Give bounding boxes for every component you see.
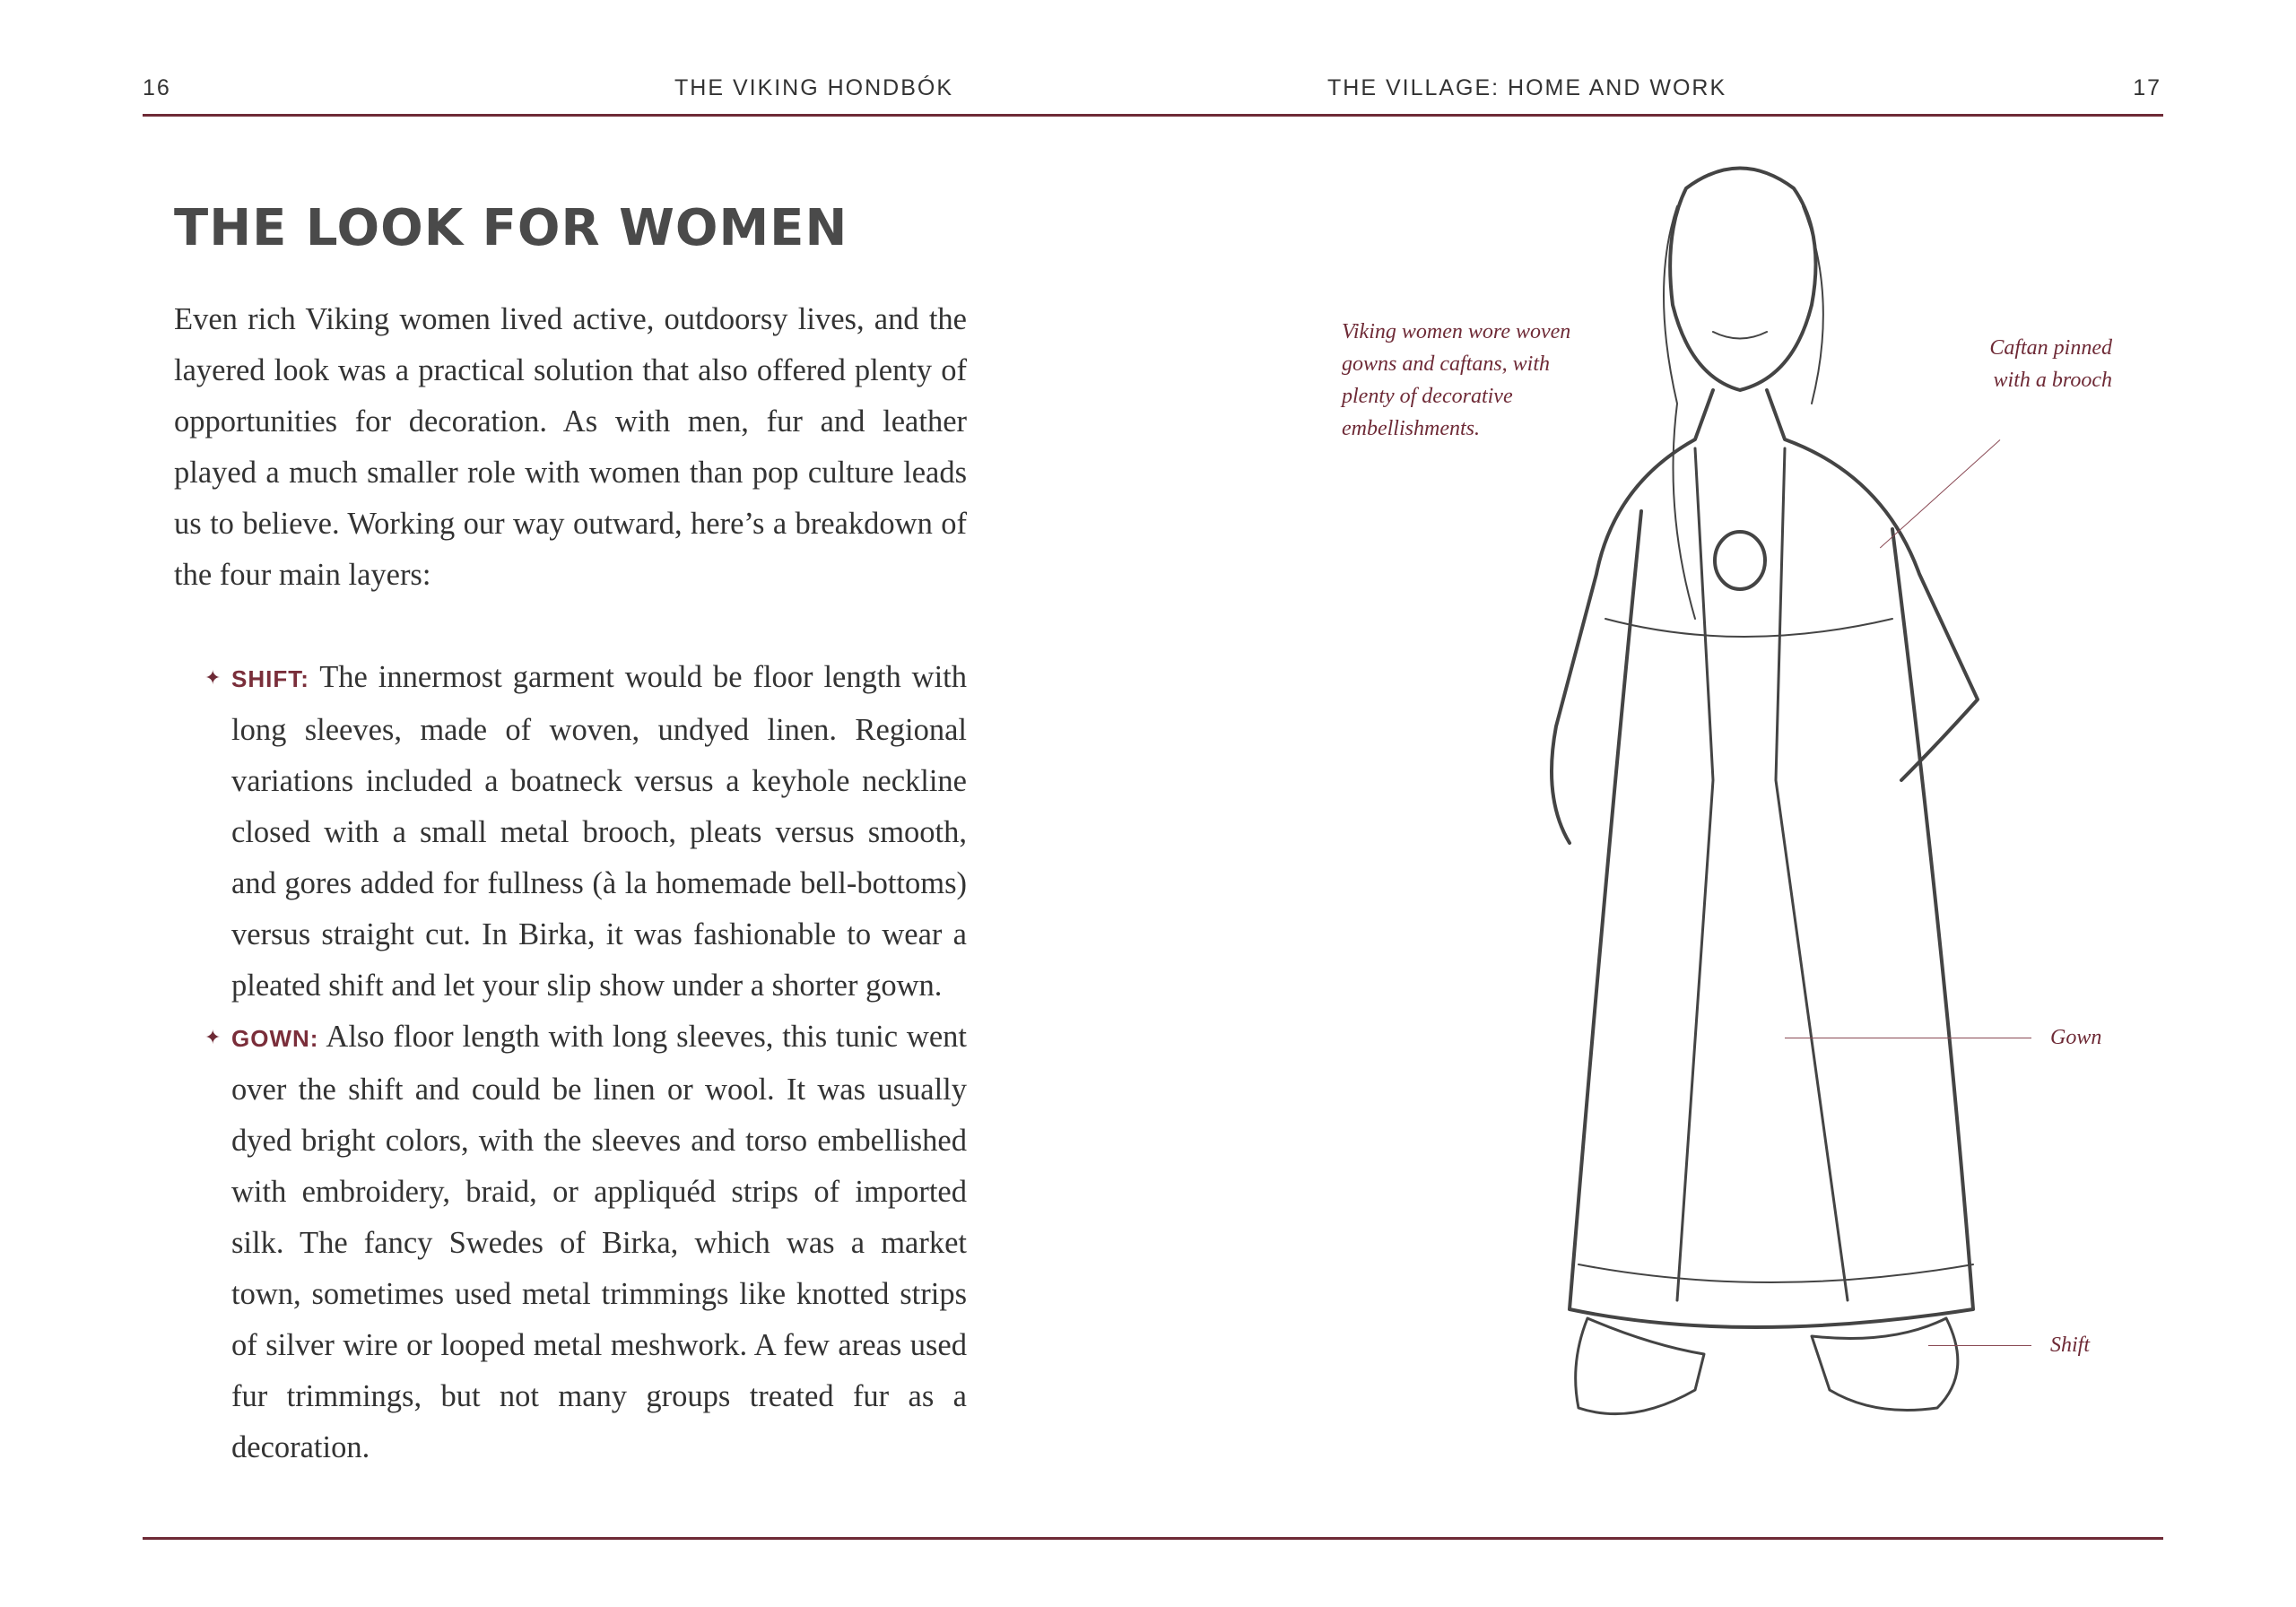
page-title: THE LOOK FOR WOMEN [174,199,848,257]
list-item-shift [174,652,967,1012]
callout-caftan: Caftan pinned with a brooch [1989,336,2112,392]
right-running-title: THE VILLAGE: HOME AND WORK [1327,75,1727,100]
bullet-label: SHIFT: [231,665,309,692]
callout-gown: Gown [2050,1026,2102,1049]
footer-rule [143,1537,2163,1540]
right-page-number: 17 [2133,75,2161,100]
left-page-number: 16 [143,75,171,100]
callout-shift: Shift [2050,1333,2091,1357]
header-rule [143,114,2163,117]
intro-paragraph: Even rich Viking women lived active, outdoorsy lives, and the layered look was a practical solution that also offered plenty of opportunities for decoration. As with men, fur and leather played a much smaller role with women than pop culture leads us to believe. Working our way outward, here’s a breakdown of the four main layers: [174,302,967,592]
illustration-caption: Viking women wore woven gowns and caftans, with plenty of decorative embellishments. [1342,320,1571,440]
list-item-gown [174,1012,967,1473]
bullet-label: GOWN: [231,1025,319,1052]
bullet-icon: ✦ [204,666,222,689]
layer-list [174,652,967,1473]
bullet-icon: ✦ [204,1026,222,1048]
bullet-text: Also floor length with long sleeves, this tunic went over the shift and could be linen or wool. It was usually dyed bright colors, with the sleeves and torso embellished with embroidery, braid, or appliquéd strips of imported silk. The fancy Swedes of Birka, which was a market town, sometimes used metal trimmings like knotted strips of silver wire or looped metal meshwork. A few areas used fur trimmings, but not many groups treated fur as a decoration. [231,1020,967,1464]
left-running-title: THE VIKING HONDBÓK [674,75,954,100]
callout-shift-leader [1928,1345,2031,1346]
bullet-text: The innermost garment would be floor length with long sleeves, made of woven, undyed linen. Regional variations included a boatneck versus a keyhole neckline closed with a small metal brooch, pleats versus smooth, and gores added for fullness (à la homemade bell-bottoms) versus straight cut. In Birka, it was fashionable to wear a pleated shift and let your slip show under a shorter gown. [231,660,967,1003]
